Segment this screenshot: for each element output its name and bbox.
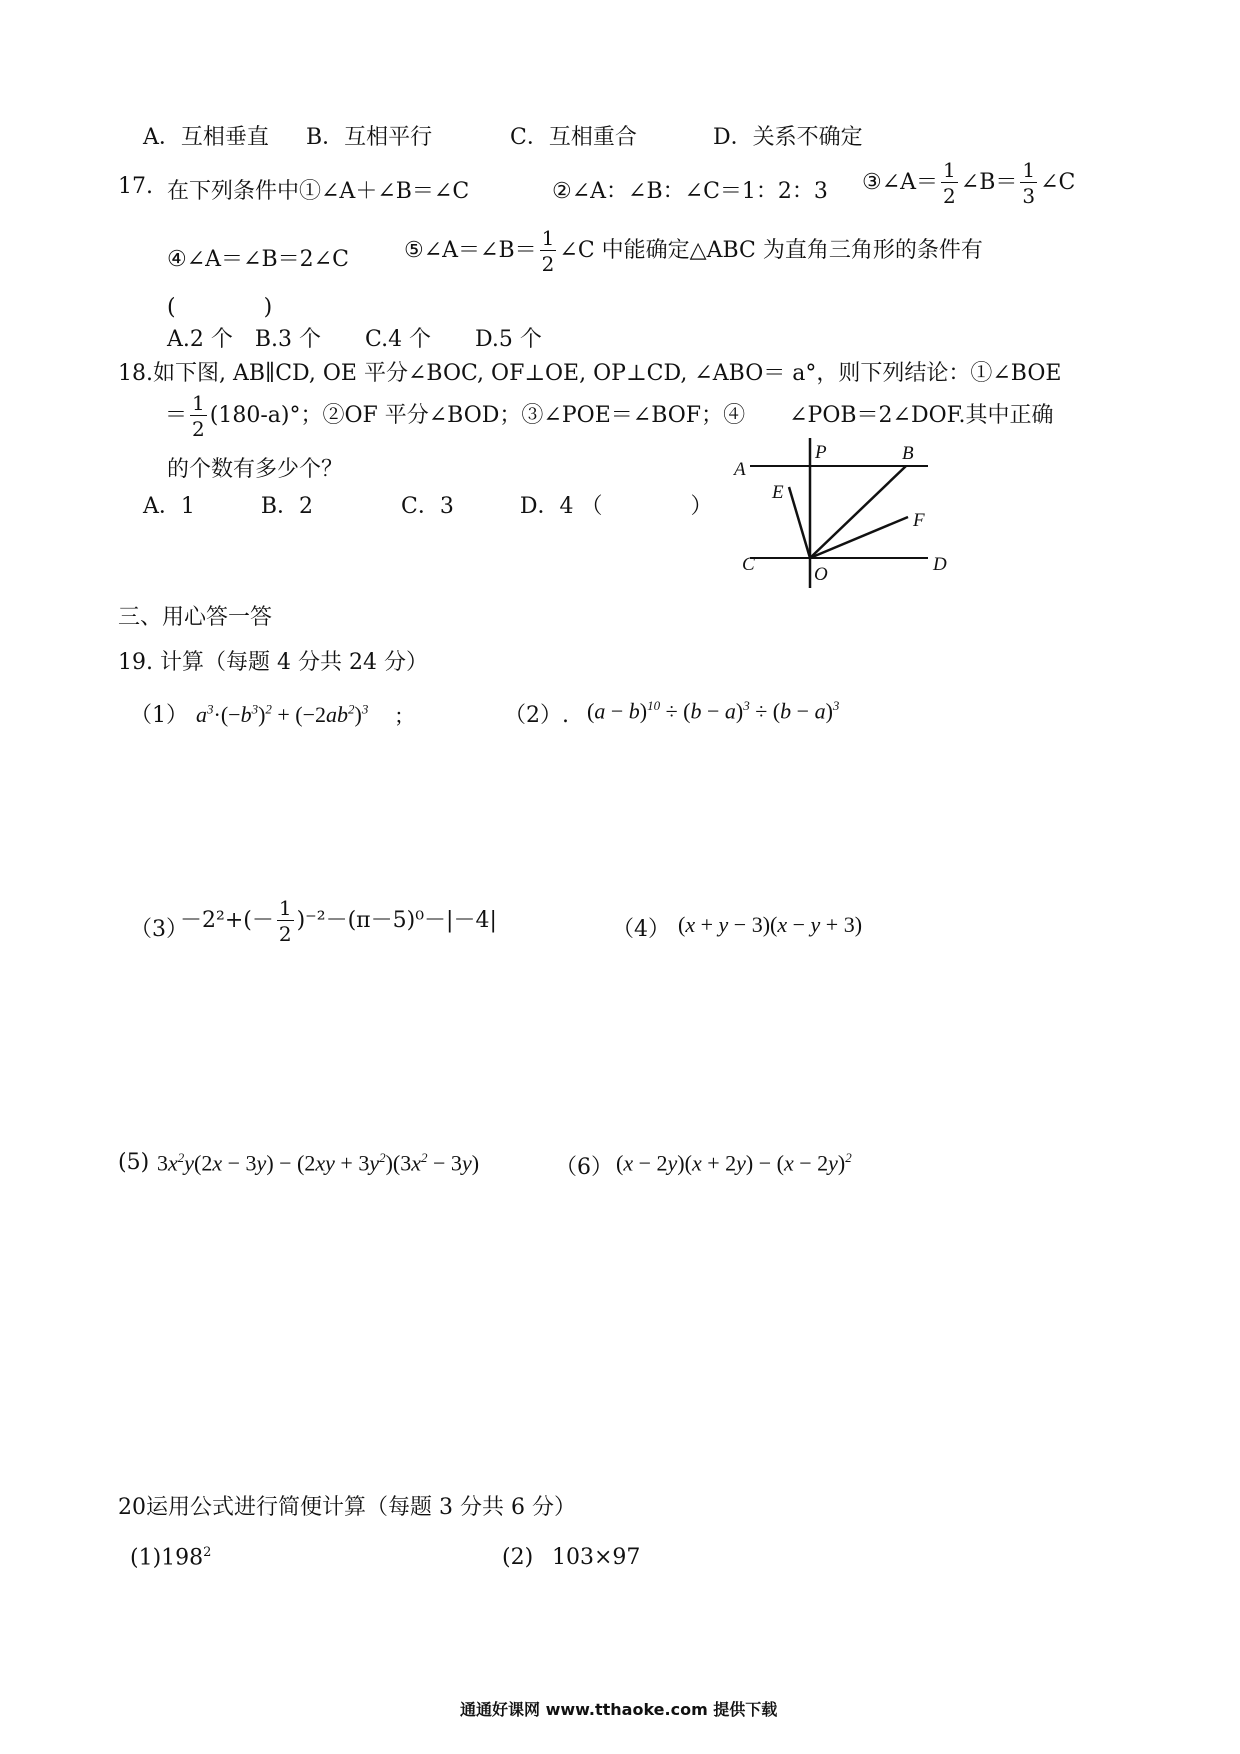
q20-part2-label: (2) (502, 1545, 534, 1570)
q19-part4-label: （4） (612, 917, 670, 942)
fraction: $\frac{1}{2}$ (943, 158, 956, 208)
q20-part2-expression: 103×97 (552, 1545, 641, 1570)
fraction: $\frac{1}{3}$ (1022, 158, 1036, 208)
footer-text: 通通好课网 www.tthaoke.com 提供下载 (460, 1700, 778, 1719)
q18-text-line2: ＝ $\frac{1}{2}$ (180-a)°；②OF 平分∠BOD；③∠POE＝∠BOF；④ ∠POB＝2∠DOF.其中正确 (165, 391, 1054, 441)
label-d: D (933, 554, 947, 575)
section-3-heading: 三、用心答一答 (118, 605, 273, 630)
q17-condition-3: ③∠A＝ $\frac{1}{2}$ ∠B＝ $\frac{1}{3}$ ∠C (862, 158, 1076, 208)
q17-condition-1: 在下列条件中①∠A＋∠B＝∠C (167, 179, 470, 204)
q19-part5-expression: $3x^2y(2x - 3y) - (2xy + 3y^2)(3x^2 - 3y)$ (157, 1150, 480, 1176)
q16-option-b: B．互相平行 (306, 125, 433, 150)
q19-title: 19. 计算（每题 4 分共 24 分） (118, 650, 428, 675)
label-o: O (814, 564, 828, 585)
q19-part3-expression: －2²+(－ $\frac{1}{2}$ )⁻²－(π－5)⁰－|－4| (180, 896, 497, 946)
q19-part6-label: （6） (555, 1155, 613, 1180)
q17-answer-paren: ( ) (167, 295, 273, 320)
fraction: $\frac{1}{2}$ (192, 391, 205, 441)
q19-part3-label: （3） (130, 917, 188, 942)
q18-options: A．1 B．2 C．3 D．4 （ ） (143, 494, 713, 519)
q18-geometry-figure (730, 430, 960, 595)
q18-text-line1: 18.如下图, AB∥CD, OE 平分∠BOC, OF⊥OE, OP⊥CD, ∠ABO＝ a°，则下列结论：①∠BOE (118, 361, 1062, 386)
label-b: B (902, 443, 914, 464)
label-a: A (734, 459, 746, 480)
q20-part1: $(1)198^2$ (130, 1545, 212, 1571)
q16-option-a: A．互相垂直 (143, 125, 269, 150)
q18-text-line3: 的个数有多少个？ (167, 457, 344, 482)
q19-part2-expression: $(a - b)^{10} \div (b - a)^3 \div (b - a)^3$ (587, 698, 840, 724)
fraction: $\frac{1}{2}$ (541, 226, 555, 276)
label-f: F (913, 510, 925, 531)
ray-of (810, 517, 908, 558)
q16-option-d: D．关系不确定 (713, 125, 863, 150)
q19-part2-label: （2）. (504, 703, 569, 728)
q19-part4-expression: (x + y − 3)(x − y + 3) (678, 912, 863, 937)
ray-oe (789, 487, 810, 558)
q17-condition-2: ②∠A：∠B：∠C＝1：2：3 (552, 179, 828, 204)
q19-part1-label: （1） (130, 703, 188, 728)
q17-condition-4: ④∠A＝∠B＝2∠C (167, 247, 349, 272)
q19-part5-label: (5) (118, 1150, 150, 1175)
q16-option-c: C．互相重合 (510, 125, 637, 150)
label-p: P (815, 442, 827, 463)
fraction: $\frac{1}{2}$ (278, 896, 292, 946)
q19-part1-expression: $a^3\cdot(-b^3)^2 + (-2ab^2)^3$ ; (196, 701, 402, 727)
q17-options: A.2 个 B.3 个 C.4 个 D.5 个 (167, 327, 542, 352)
q17-condition-5: ⑤∠A＝∠B＝ $\frac{1}{2}$ ∠C 中能确定△ABC 为直角三角形的条件有 (404, 226, 983, 276)
label-c: C (742, 554, 755, 575)
ray-ob (810, 466, 906, 558)
label-e: E (772, 482, 784, 503)
q19-part6-expression: $(x - 2y)(x + 2y) - (x - 2y)^2$ (616, 1150, 852, 1176)
q20-title: 20运用公式进行简便计算（每题 3 分共 6 分） (118, 1495, 576, 1520)
q17-number: 17. (118, 174, 153, 199)
